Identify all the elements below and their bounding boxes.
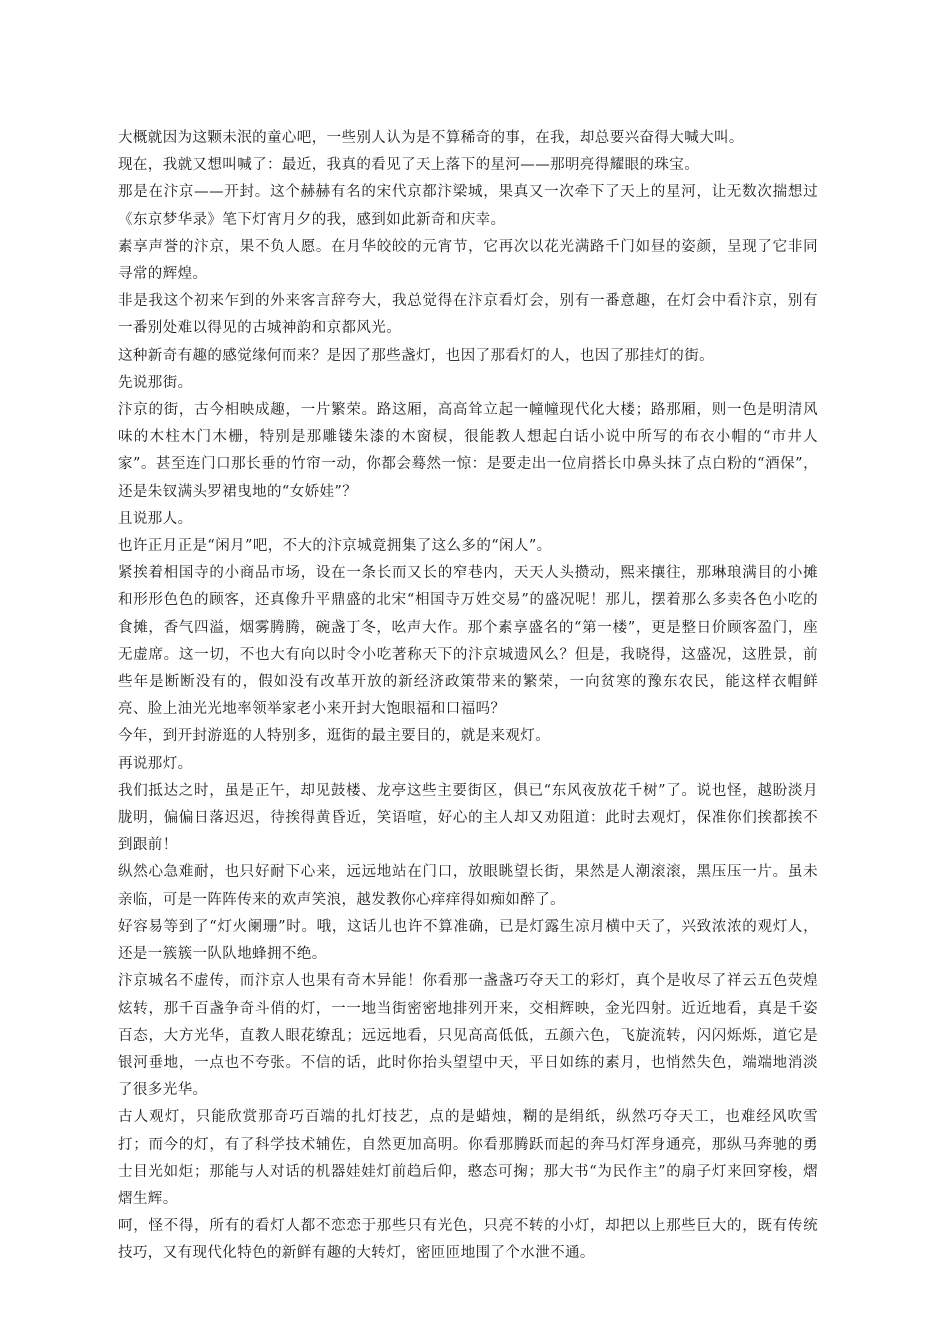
document-body [118, 125, 818, 1268]
paragraph: 紧挨着相国寺的小商品市场，设在一条长而又长的窄巷内，天天人头攒动，熙来攘往，那琳琅满目的小摊和形形色色的顾客，还真像升平鼎盛的北宋“相国寺万姓交易”的盛况呢！那儿，摆着那么多卖各色小吃的食摊，香气四溢，烟雾腾腾，碗盏丁冬，吆声大作。那个素享盛名的“第一楼”，更是整日价顾客盈门，座无虚席。这一切，不也大有向以时令小吃著称天下的汴京城遗风么？但是，我晓得，这盛况，这胜景，前些年是断断没有的，假如没有改革开放的新经济政策带来的繁荣，一向贫寒的豫东农民，能这样衣帽鲜亮、脸上油光光地率领举家老小来开封大饱眼福和口福吗？ [118, 565, 818, 718]
section-heading: 先说那街。 [118, 374, 193, 391]
paragraph: 汴京城名不虚传，而汴京人也果有奇木异能！你看那一盏盏巧夺天工的彩灯，真个是收尽了祥云五色荧煌炫转，那千百盏争奇斗俏的灯，一一地当街密密地排列开来，交相辉映，金光四射。近近地看，真是千姿百态，大方光华，直教人眼花缭乱；远远地看，只见高高低低，五颜六色，飞旋流转，闪闪烁烁，道它是银河垂地，一点也不夸张。不信的话，此时你抬头望望中天，平日如练的素月，也悄然失色，端端地消淡了很多光华。 [118, 973, 818, 1099]
section-heading: 且说那人。 [118, 510, 193, 527]
paragraph: 我们抵达之时，虽是正午，却见鼓楼、龙亭这些主要街区，俱已“东风夜放花千树”了。说也怪，越盼淡月胧明，偏偏日落迟迟，待挨得黄昏近，笑语喧，好心的主人却又劝阻道：此时去观灯，保准你们挨都挨不到跟前！ [118, 782, 818, 854]
paragraph: 呵，怪不得，所有的看灯人都不恋恋于那些只有光色，只亮不转的小灯，却把以上那些巨大的，既有传统技巧，又有现代化特色的新鲜有趣的大转灯，密匝匝地围了个水泄不通。 [118, 1218, 818, 1262]
paragraph: 大概就因为这颗未泯的童心吧，一些别人认为是不算稀奇的事，在我，却总要兴奋得大喊大叫。 [118, 130, 744, 146]
paragraph: 今年，到开封游逛的人特别多，逛街的最主要目的，就是来观灯。 [118, 728, 551, 745]
paragraph: 好容易等到了“灯火阑珊”时。哦，这话儿也许不算准确，已是灯露生凉月横中天了，兴致浓浓的观灯人，还是一簇簇一队队地蜂拥不绝。 [118, 918, 818, 963]
paragraph: 非是我这个初来乍到的外来客言辞夸大，我总觉得在汴京看灯会，别有一番意趣，在灯会中看汴京，别有一番别处难以得见的古城神韵和京都风光。 [118, 293, 818, 337]
paragraph: 纵然心急难耐，也只好耐下心来，远远地站在门口，放眼眺望长街，果然是人潮滚滚，黑压压一片。虽未亲临，可是一阵阵传来的欢声笑浪，越发教你心痒痒得如痴如醉了。 [118, 864, 818, 908]
paragraph: 那是在汴京——开封。这个赫赫有名的宋代京都汴梁城，果真又一次牵下了天上的星河，让无数次揣想过《东京梦华录》笔下灯宵月夕的我，感到如此新奇和庆幸。 [118, 184, 818, 228]
section-heading: 再说那灯。 [118, 755, 193, 772]
paragraph: 也许正月正是“闲月”吧，不大的汴京城竟拥集了这么多的“闲人”。 [118, 538, 552, 555]
paragraph: 古人观灯，只能欣赏那奇巧百端的扎灯技艺，点的是蜡烛，糊的是绢纸，纵然巧夺天工，也难经风吹雪打；而今的灯，有了科学技术辅佐，自然更加高明。你看那腾跃而起的奔马灯浑身通亮，那纵马奔驰的勇士目光如炬；那能与人对话的机器娃娃灯前趋后仰，憨态可掬；那大书“为民作主”的扇子灯来回穿梭，熠熠生辉。 [118, 1109, 818, 1207]
paragraph: 素享声誉的汴京，果不负人愿。在月华皎皎的元宵节，它再次以花光满路千门如昼的姿颜，呈现了它非同寻常的辉煌。 [118, 238, 818, 283]
paragraph: 现在，我就又想叫喊了：最近，我真的看见了天上落下的星河——那明亮得耀眼的珠宝。 [118, 157, 700, 174]
paragraph: 这种新奇有趣的感觉缘何而来？是因了那些盏灯，也因了那看灯的人，也因了那挂灯的街。 [118, 347, 714, 364]
paragraph: 汴京的街，古今相映成趣，一片繁荣。路这厢，高高耸立起一幢幢现代化大楼；路那厢，则一色是明清风味的木柱木门木栅，特别是那雕镂朱漆的木窗棂，很能教人想起白话小说中所写的布衣小帽的“市井人家”。甚至连门口那长垂的竹帘一动，你都会蓦然一惊：是要走出一位肩搭长巾鼻头抹了点白粉的“酒保”，还是朱钗满头罗裙曳地的“女娇娃”？ [118, 402, 818, 500]
